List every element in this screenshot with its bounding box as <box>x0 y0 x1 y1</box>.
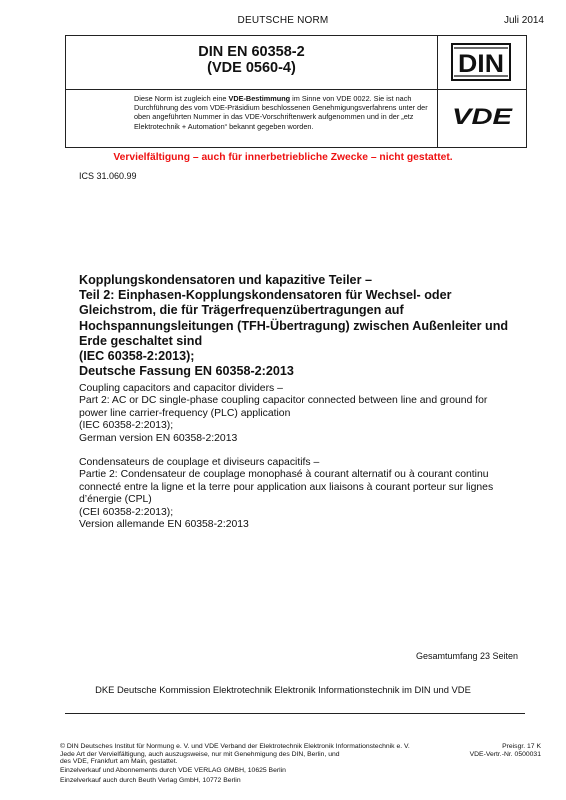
din-logo <box>451 43 511 81</box>
title-german-line: Hochspannungsleitungen (TFH-Übertragung) zwischen Außenleiter und <box>79 318 509 333</box>
sales-info <box>60 766 420 786</box>
standard-number: DIN EN 60358-2 <box>198 44 305 60</box>
title-german-line: Kopplungskondensatoren und kapazitive Teiler – <box>79 273 372 287</box>
title-german <box>79 273 524 379</box>
title-english-line: Part 2: AC or DC single-phase coupling capacitor connected between line and ground for <box>79 395 488 407</box>
ics-code: ICS 31.060.99 <box>79 171 137 181</box>
din-logo-text: DIN <box>458 50 504 78</box>
title-french-line: connecté entre la ligne et la terre pour application aux liaisons à courant porteur sur lignes <box>79 481 494 493</box>
frame-divider-horizontal <box>65 89 526 90</box>
title-english-line: Coupling capacitors and capacitor dividers – <box>79 383 283 394</box>
title-french <box>79 457 524 531</box>
standard-number-block <box>66 44 437 76</box>
title-english-line: power line carrier-frequency (PLC) application <box>79 407 291 419</box>
copyright-line: des VDE, Frankfurt am Main, gestattet. <box>60 758 178 766</box>
title-english-line: (IEC 60358-2:2013); <box>79 420 174 432</box>
order-number: VDE-Vertr.-Nr. 0500031 <box>469 751 541 759</box>
title-german-line: Deutsche Fassung EN 60358-2:2013 <box>79 364 294 379</box>
footer-divider <box>65 713 525 714</box>
vde-notice-bold: VDE-Bestimmung <box>228 94 291 103</box>
copyright-line: © DIN Deutsches Institut für Normung e. V. und VDE Verband der Elektrotechnik Elektronik Informationstechnik e. V. <box>60 743 410 750</box>
title-french-line: d’énergie (CPL) <box>79 494 152 506</box>
reproduction-notice: Vervielfältigung – auch für innerbetriebliche Zwecke – nicht gestattet. <box>113 152 453 163</box>
sales-beuth-verlag: Einzelverkauf auch durch Beuth Verlag GmbH, 10772 Berlin <box>60 777 241 784</box>
dke-commission: DKE Deutsche Kommission Elektrotechnik Elektronik Informationstechnik im DIN und VDE <box>95 684 471 695</box>
vde-logo-text: VDE <box>452 104 514 128</box>
title-german-line: Erde geschaltet sind <box>79 333 203 348</box>
vde-logo <box>450 104 514 128</box>
publication-date: Juli 2014 <box>503 15 544 26</box>
total-pages: Gesamtumfang 23 Seiten <box>415 651 518 661</box>
copyright-line: Jede Art der Vervielfältigung, auch auszugsweise, nur mit Genehmigung des DIN, Berlin, und <box>60 750 340 758</box>
vde-notice <box>134 94 434 131</box>
title-french-line: Partie 2: Condensateur de couplage monophasé à courant alternatif ou à courant continu <box>79 469 489 481</box>
frame-divider-vertical <box>437 35 438 147</box>
vde-notice-suffix: im Sinne von VDE 0022. Sie ist nach Durchführung des vom VDE-Präsidium beschlossenen Genehmigungsverfahrens unter der oben angeführten Nummer in das VDE-Vorschriftenwerk aufgenommen und in der „etz Elektrotechnik + Automation“ bekannt gegeben worden. <box>134 94 428 131</box>
title-french-line: Version allemande EN 60358-2:2013 <box>79 519 249 531</box>
title-german-line: Teil 2: Einphasen-Kopplungskondensatoren für Wechsel- oder <box>79 288 452 303</box>
title-english <box>79 383 524 445</box>
title-french-line: (CEI 60358-2:2013); <box>79 506 174 518</box>
vde-classification: (VDE 0560-4) <box>207 60 296 76</box>
title-english-line: German version EN 60358-2:2013 <box>79 432 238 444</box>
title-french-line: Condensateurs de couplage et diviseurs capacitifs – <box>79 457 320 468</box>
title-german-line: Gleichstrom, die für Trägerfrequenzübertragungen auf <box>79 303 404 318</box>
title-german-line: (IEC 60358-2:2013); <box>79 349 195 364</box>
vde-notice-prefix: Diese Norm ist zugleich eine <box>134 94 229 103</box>
copyright-notice <box>60 743 410 766</box>
sales-vde-verlag: Einzelverkauf und Abonnements durch VDE VERLAG GMBH, 10625 Berlin <box>60 767 286 774</box>
document-type-label: DEUTSCHE NORM <box>237 15 329 26</box>
price-info <box>470 743 541 759</box>
price-group: Preisgr. 17 K <box>502 743 541 750</box>
